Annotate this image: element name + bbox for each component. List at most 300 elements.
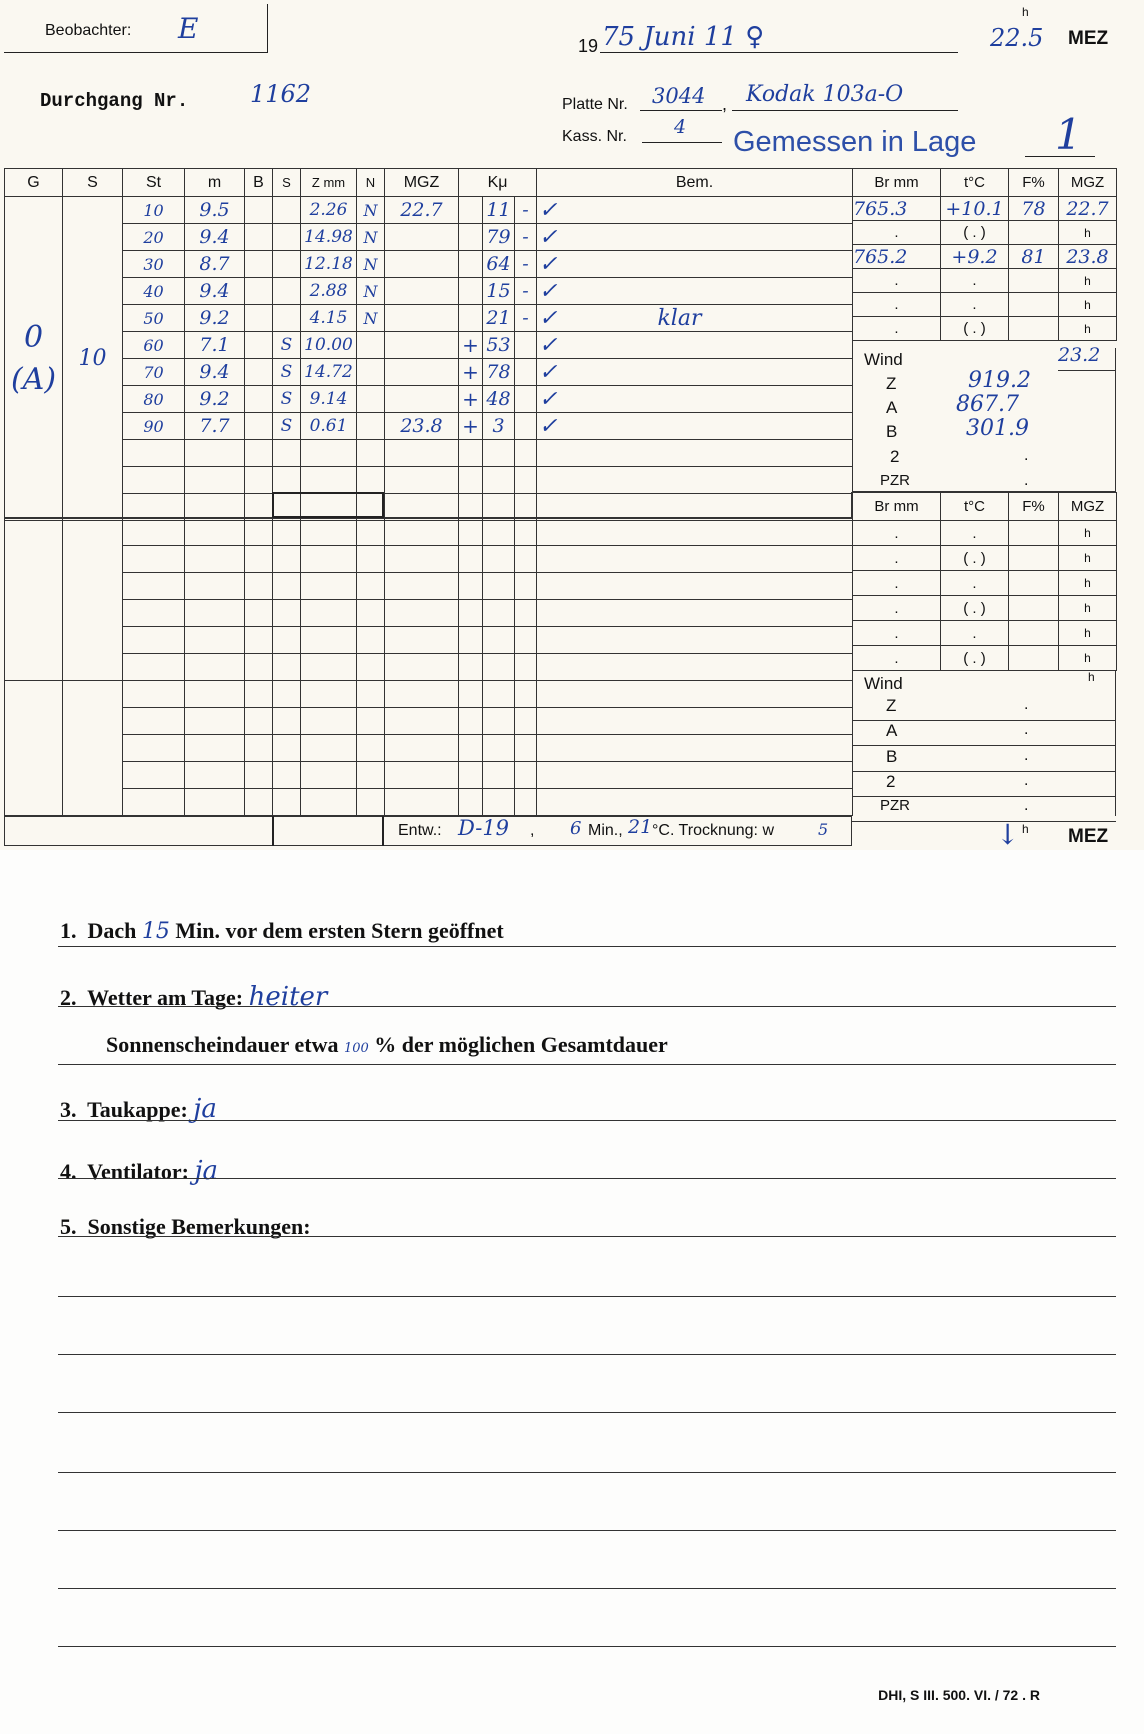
empty-cell bbox=[459, 627, 483, 654]
blank-line-1 bbox=[58, 1296, 1116, 1297]
empty-cell bbox=[301, 708, 357, 735]
mgz-cell bbox=[385, 440, 459, 467]
w1-z-label: Z bbox=[886, 374, 897, 393]
note5-num: 5. bbox=[60, 1214, 77, 1239]
empty-cell bbox=[357, 681, 385, 708]
bem-cell bbox=[537, 413, 853, 440]
empty-cell bbox=[273, 762, 301, 789]
note2-label: Wetter am Tage: bbox=[87, 985, 244, 1010]
weather-t-cell: . bbox=[941, 293, 1009, 317]
empty-cell bbox=[245, 519, 273, 546]
w2-dot: . bbox=[1024, 772, 1029, 789]
group-g2-value: (A) bbox=[10, 361, 57, 397]
empty-cell bbox=[483, 519, 515, 546]
weather-b-cell: . bbox=[853, 621, 941, 646]
weather-row bbox=[853, 197, 1117, 221]
sun-b: % der möglichen Gesamtdauer bbox=[374, 1032, 668, 1057]
k-dash-cell: - bbox=[515, 251, 537, 278]
empty-cell bbox=[357, 708, 385, 735]
empty-cell bbox=[185, 735, 245, 762]
w2-dot: . bbox=[1024, 696, 1029, 713]
w2-label: A bbox=[886, 721, 898, 740]
check-mark: ✓ bbox=[539, 413, 558, 439]
mgz-cell bbox=[385, 278, 459, 305]
empty-cell bbox=[385, 735, 459, 762]
trock-value: 5 bbox=[818, 820, 829, 839]
st-cell: 30 bbox=[123, 251, 185, 278]
k-dash-cell bbox=[515, 467, 537, 494]
table-row bbox=[5, 708, 853, 735]
weather-t-cell: +9.2 bbox=[941, 245, 1009, 269]
weather-b-cell: . bbox=[853, 646, 941, 671]
plate-type-underline bbox=[732, 110, 958, 111]
weather-mgz-cell: h bbox=[1059, 596, 1117, 621]
k-dash-cell: - bbox=[515, 278, 537, 305]
time-unit: h bbox=[1022, 5, 1029, 19]
mgz-cell bbox=[385, 224, 459, 251]
empty-cell bbox=[385, 546, 459, 573]
weather-row bbox=[853, 621, 1117, 646]
z-cell: 2.26 bbox=[301, 197, 357, 224]
z-cell: 0.61 bbox=[301, 413, 357, 440]
w1-b-label: B bbox=[886, 422, 898, 441]
s-cell bbox=[273, 278, 301, 305]
empty-cell bbox=[357, 600, 385, 627]
st-cell bbox=[123, 440, 185, 467]
s-cell bbox=[273, 440, 301, 467]
table-row bbox=[5, 305, 853, 332]
empty-cell bbox=[273, 708, 301, 735]
weather-b-cell: 765.3 bbox=[853, 197, 941, 221]
weather-f-cell: 81 bbox=[1009, 245, 1059, 269]
weather-t-cell: ( . ) bbox=[941, 317, 1009, 341]
empty-cell bbox=[185, 600, 245, 627]
m-cell: 9.5 bbox=[185, 197, 245, 224]
note2 bbox=[60, 982, 327, 1012]
header-m: m bbox=[185, 169, 245, 197]
weather-row bbox=[853, 221, 1117, 245]
s-cell: S bbox=[273, 332, 301, 359]
w1-wind-label: Wind bbox=[864, 350, 903, 369]
empty-cell bbox=[459, 789, 483, 816]
table-row bbox=[5, 789, 853, 816]
header-mgz: MGZ bbox=[385, 169, 459, 197]
header-n: N bbox=[357, 169, 385, 197]
weather-row bbox=[853, 245, 1117, 269]
empty-cell bbox=[537, 627, 853, 654]
table-row bbox=[5, 413, 853, 440]
empty-cell bbox=[273, 735, 301, 762]
weather-mgz-cell bbox=[1059, 245, 1117, 269]
date-underline bbox=[600, 52, 958, 53]
mgz-cell bbox=[385, 251, 459, 278]
m-cell: 9.4 bbox=[185, 224, 245, 251]
header-g: G bbox=[5, 169, 63, 197]
plate-underline bbox=[640, 110, 722, 111]
empty-cell bbox=[459, 681, 483, 708]
st-cell: 90 bbox=[123, 413, 185, 440]
weather-f-cell bbox=[1009, 521, 1059, 546]
empty-cell bbox=[515, 654, 537, 681]
empty-cell bbox=[185, 627, 245, 654]
weather-f-cell bbox=[1009, 646, 1059, 671]
n-cell: N bbox=[357, 197, 385, 224]
n-cell bbox=[357, 440, 385, 467]
weather-row bbox=[853, 317, 1117, 341]
note2-value: heiter bbox=[248, 982, 328, 1012]
weather-row bbox=[853, 521, 1117, 546]
k-dash-cell bbox=[515, 440, 537, 467]
empty-cell bbox=[301, 654, 357, 681]
weather-f-cell: 78 bbox=[1009, 197, 1059, 221]
empty-cell bbox=[301, 573, 357, 600]
check-mark: ✓ bbox=[539, 251, 558, 277]
b-cell bbox=[245, 251, 273, 278]
empty-cell bbox=[537, 600, 853, 627]
empty-cell bbox=[245, 546, 273, 573]
form-code: DHI, S III. 500. VI. / 72 . R bbox=[878, 1687, 1040, 1703]
empty-cell bbox=[459, 762, 483, 789]
weather-mgz-cell: h bbox=[1059, 571, 1117, 596]
m-cell: 7.7 bbox=[185, 413, 245, 440]
empty-cell bbox=[515, 519, 537, 546]
mgz-cell: 23.8 bbox=[385, 413, 459, 440]
empty-cell bbox=[123, 600, 185, 627]
weather-mgz-cell: h bbox=[1059, 646, 1117, 671]
empty-cell bbox=[185, 789, 245, 816]
empty-cell bbox=[515, 789, 537, 816]
table-row bbox=[5, 278, 853, 305]
s-cell bbox=[273, 251, 301, 278]
empty-cell bbox=[123, 519, 185, 546]
cassette-value: 4 bbox=[674, 116, 687, 138]
bem-cell bbox=[537, 332, 853, 359]
empty-cell bbox=[459, 573, 483, 600]
weather-row bbox=[853, 571, 1117, 596]
empty-cell bbox=[537, 654, 853, 681]
empty-cell bbox=[245, 789, 273, 816]
s-cell: S bbox=[273, 413, 301, 440]
w1-header-t: t°C bbox=[941, 169, 1009, 197]
empty-cell bbox=[123, 573, 185, 600]
empty-cell bbox=[301, 546, 357, 573]
k-dash-cell: - bbox=[515, 224, 537, 251]
empty-cell bbox=[357, 762, 385, 789]
k-dash-cell bbox=[515, 386, 537, 413]
s-cell: S bbox=[273, 359, 301, 386]
empty-cell bbox=[483, 762, 515, 789]
k-sign-cell bbox=[459, 278, 483, 305]
plate-value: 3044 bbox=[652, 84, 706, 108]
k-dash-cell bbox=[515, 413, 537, 440]
measured-value: 1 bbox=[1055, 110, 1082, 159]
empty-cell bbox=[123, 762, 185, 789]
empty-cell bbox=[245, 762, 273, 789]
end-time: ↓ bbox=[996, 818, 1020, 851]
s-cell bbox=[273, 305, 301, 332]
z-cell: 4.15 bbox=[301, 305, 357, 332]
table-row bbox=[5, 359, 853, 386]
weather-t-cell: ( . ) bbox=[941, 596, 1009, 621]
w1-2-value: . bbox=[1024, 447, 1029, 464]
observation-table-2 bbox=[4, 518, 853, 816]
empty-cell bbox=[273, 789, 301, 816]
time-zone: MEZ bbox=[1068, 28, 1109, 49]
weather-b-cell: . bbox=[853, 317, 941, 341]
st-cell: 80 bbox=[123, 386, 185, 413]
w2-header-f: F% bbox=[1009, 493, 1059, 521]
note1-a: Dach bbox=[87, 918, 137, 943]
note1-line bbox=[58, 946, 1116, 947]
m-cell: 9.4 bbox=[185, 278, 245, 305]
weather-b-cell: . bbox=[853, 571, 941, 596]
empty-cell bbox=[385, 573, 459, 600]
note1-b: Min. vor dem ersten Stern geöffnet bbox=[175, 918, 504, 943]
empty-cell bbox=[357, 519, 385, 546]
plate-type: Kodak 103a-O bbox=[746, 82, 904, 107]
observer-label: Beobachter: bbox=[45, 22, 132, 39]
b-cell bbox=[245, 197, 273, 224]
measured-label: Gemessen in Lage bbox=[733, 126, 977, 158]
temp-value: 21 bbox=[628, 816, 653, 838]
header-zmm: Z mm bbox=[301, 169, 357, 197]
st-cell: 20 bbox=[123, 224, 185, 251]
m-cell: 9.2 bbox=[185, 305, 245, 332]
weather-b-cell: . bbox=[853, 221, 941, 245]
entw-comma: , bbox=[530, 822, 535, 839]
remark-text: klar bbox=[657, 305, 702, 331]
empty-cell bbox=[385, 762, 459, 789]
empty-cell bbox=[123, 654, 185, 681]
empty-cell bbox=[483, 654, 515, 681]
z-cell: 2.88 bbox=[301, 278, 357, 305]
weather-mgz-cell bbox=[1059, 269, 1117, 293]
k-value-cell bbox=[483, 440, 515, 467]
mgz-cell bbox=[385, 305, 459, 332]
empty-cell bbox=[385, 681, 459, 708]
separator-strip bbox=[4, 492, 852, 518]
empty-cell bbox=[459, 654, 483, 681]
empty-cell bbox=[185, 519, 245, 546]
weather-f-cell bbox=[1009, 546, 1059, 571]
w2-header-t: t°C bbox=[941, 493, 1009, 521]
note1 bbox=[60, 918, 504, 944]
empty-cell bbox=[123, 708, 185, 735]
empty-cell bbox=[483, 546, 515, 573]
k-sign-cell: + bbox=[459, 413, 483, 440]
n-cell bbox=[357, 386, 385, 413]
empty-cell bbox=[273, 681, 301, 708]
empty-cell bbox=[515, 573, 537, 600]
k-sign-cell bbox=[459, 224, 483, 251]
k-value-cell: 53 bbox=[483, 332, 515, 359]
bem-cell bbox=[537, 305, 853, 332]
table-row bbox=[5, 251, 853, 278]
table-row bbox=[5, 546, 853, 573]
m-cell bbox=[185, 440, 245, 467]
empty-cell bbox=[483, 573, 515, 600]
k-sign-cell: + bbox=[459, 359, 483, 386]
hour-mark: h bbox=[1084, 322, 1091, 336]
weather-mgz-value: 23.8 bbox=[1066, 245, 1109, 268]
bem-cell bbox=[537, 440, 853, 467]
k-sign-cell bbox=[459, 440, 483, 467]
empty-cell bbox=[185, 654, 245, 681]
empty-group-cell bbox=[5, 519, 63, 681]
empty-cell bbox=[537, 708, 853, 735]
blank-line-4 bbox=[58, 1472, 1116, 1473]
weather-t-cell: . bbox=[941, 621, 1009, 646]
empty-cell bbox=[385, 654, 459, 681]
st-cell: 70 bbox=[123, 359, 185, 386]
w1-2-label: 2 bbox=[890, 447, 900, 466]
b-cell bbox=[245, 224, 273, 251]
s-cell: S bbox=[273, 386, 301, 413]
empty-cell bbox=[483, 627, 515, 654]
b-cell bbox=[245, 305, 273, 332]
st-cell: 60 bbox=[123, 332, 185, 359]
z-cell: 9.14 bbox=[301, 386, 357, 413]
note4 bbox=[60, 1156, 218, 1186]
note4-value: ja bbox=[194, 1156, 219, 1186]
weather-t-cell: ( . ) bbox=[941, 646, 1009, 671]
empty-cell bbox=[123, 681, 185, 708]
w2-row-line bbox=[852, 745, 1116, 746]
k-value-cell: 3 bbox=[483, 413, 515, 440]
note3-label: Taukappe: bbox=[87, 1097, 188, 1122]
empty-cell bbox=[515, 681, 537, 708]
empty-cell bbox=[301, 789, 357, 816]
k-dash-cell: - bbox=[515, 197, 537, 224]
weather-b-cell: . bbox=[853, 269, 941, 293]
b-cell bbox=[245, 278, 273, 305]
observation-table bbox=[4, 168, 853, 521]
blank-line-5 bbox=[58, 1530, 1116, 1531]
header-st: St bbox=[123, 169, 185, 197]
group-g-value: 0 bbox=[23, 319, 44, 355]
empty-cell bbox=[273, 654, 301, 681]
w1-header-f: F% bbox=[1009, 169, 1059, 197]
empty-cell bbox=[459, 519, 483, 546]
bem-cell bbox=[537, 359, 853, 386]
weather-f-cell bbox=[1009, 571, 1059, 596]
empty-cell bbox=[537, 762, 853, 789]
m-cell bbox=[185, 467, 245, 494]
w1-b-value: 301.9 bbox=[966, 416, 1029, 441]
empty-cell bbox=[245, 708, 273, 735]
weather-t-cell: ( . ) bbox=[941, 546, 1009, 571]
empty-cell bbox=[185, 546, 245, 573]
weather-t-cell: ( . ) bbox=[941, 221, 1009, 245]
w2-dot: . bbox=[1024, 797, 1029, 814]
w1-header-b: Br mm bbox=[853, 169, 941, 197]
k-sign-cell bbox=[459, 251, 483, 278]
k-value-cell bbox=[483, 467, 515, 494]
empty-cell bbox=[301, 681, 357, 708]
table-row bbox=[5, 654, 853, 681]
st-cell bbox=[123, 467, 185, 494]
empty-cell bbox=[301, 762, 357, 789]
check-mark: ✓ bbox=[539, 278, 558, 304]
n-cell bbox=[357, 413, 385, 440]
st-cell: 10 bbox=[123, 197, 185, 224]
b-cell bbox=[245, 332, 273, 359]
empty-cell bbox=[245, 600, 273, 627]
empty-cell bbox=[123, 789, 185, 816]
weather-f-cell bbox=[1009, 221, 1059, 245]
blank-line-3 bbox=[58, 1412, 1116, 1413]
check-mark: ✓ bbox=[539, 359, 558, 385]
empty-cell bbox=[185, 681, 245, 708]
weather-t-cell: . bbox=[941, 571, 1009, 596]
empty-cell bbox=[357, 546, 385, 573]
empty-cell bbox=[385, 627, 459, 654]
empty-cell bbox=[273, 627, 301, 654]
empty-cell bbox=[385, 519, 459, 546]
empty-cell bbox=[301, 519, 357, 546]
empty-cell bbox=[537, 519, 853, 546]
z-cell bbox=[301, 467, 357, 494]
k-sign-cell bbox=[459, 467, 483, 494]
empty-cell bbox=[459, 546, 483, 573]
empty-cell bbox=[357, 627, 385, 654]
measured-underline bbox=[1025, 156, 1095, 157]
empty-cell bbox=[357, 789, 385, 816]
st-cell: 40 bbox=[123, 278, 185, 305]
n-cell bbox=[357, 332, 385, 359]
blank-line-6 bbox=[58, 1588, 1116, 1589]
end-time-unit: h bbox=[1022, 822, 1029, 836]
note3-value: ja bbox=[193, 1094, 217, 1124]
empty-cell bbox=[273, 519, 301, 546]
z-cell bbox=[301, 440, 357, 467]
table-row bbox=[5, 573, 853, 600]
m-cell: 7.1 bbox=[185, 332, 245, 359]
bem-cell bbox=[537, 224, 853, 251]
hour-mark: h bbox=[1084, 274, 1091, 288]
b-cell bbox=[245, 467, 273, 494]
entw-value: D-19 bbox=[458, 816, 510, 840]
note2-line bbox=[58, 1006, 1116, 1007]
s-cell bbox=[273, 224, 301, 251]
k-sign-cell bbox=[459, 197, 483, 224]
k-sign-cell bbox=[459, 305, 483, 332]
table-row bbox=[5, 627, 853, 654]
k-value-cell: 78 bbox=[483, 359, 515, 386]
w1-header-mgz: MGZ bbox=[1059, 169, 1117, 197]
transit-label: Durchgang Nr. bbox=[40, 90, 189, 112]
date-value: 75 Juni 11 ♀ bbox=[602, 22, 765, 52]
empty-cell bbox=[123, 735, 185, 762]
empty-cell bbox=[273, 546, 301, 573]
n-cell: N bbox=[357, 224, 385, 251]
sun-a: Sonnenscheindauer etwa bbox=[106, 1032, 339, 1057]
n-cell: N bbox=[357, 278, 385, 305]
n-cell: N bbox=[357, 251, 385, 278]
empty-cell bbox=[515, 546, 537, 573]
empty-group-cell bbox=[63, 519, 123, 681]
w2-header-mgz: MGZ bbox=[1059, 493, 1117, 521]
note5-label: Sonstige Bemerkungen: bbox=[87, 1214, 311, 1239]
table-row bbox=[5, 332, 853, 359]
weather-mgz-cell bbox=[1059, 317, 1117, 341]
blank-line-7 bbox=[58, 1646, 1116, 1647]
blank-line-2 bbox=[58, 1354, 1116, 1355]
k-dash-cell bbox=[515, 359, 537, 386]
hour-mark: h bbox=[1084, 226, 1091, 240]
w2-dot: . bbox=[1024, 721, 1029, 738]
development-box bbox=[272, 816, 384, 846]
